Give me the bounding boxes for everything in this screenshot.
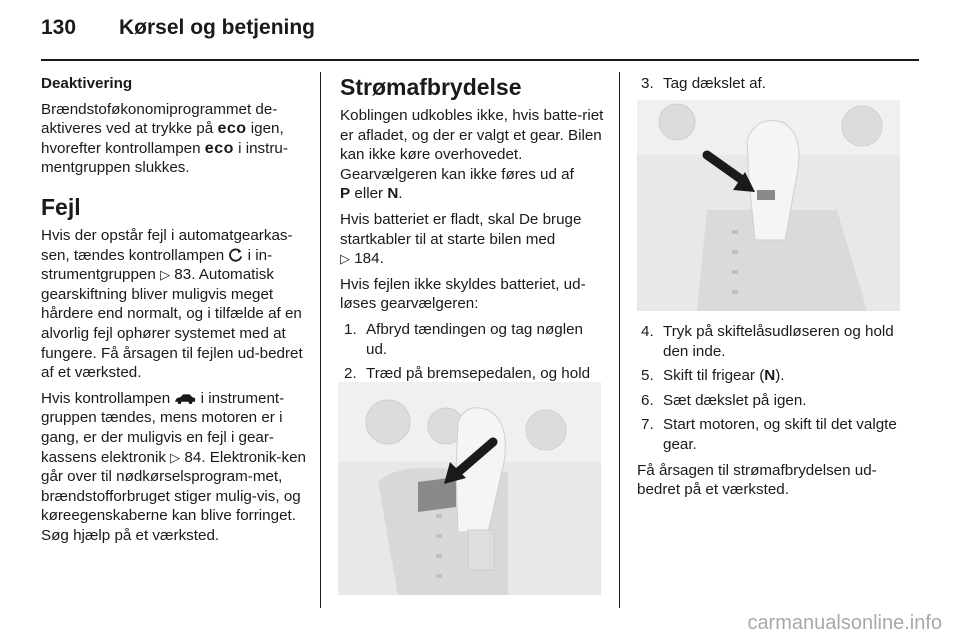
column-2: [340, 74, 605, 409]
step-number: 5.: [641, 367, 654, 385]
fault-paragraph-1: [41, 226, 307, 383]
fault-p1-a: Hvis der opstår fejl i automatgearkas-sen, tændes kontrollampen: [41, 226, 293, 264]
watermark: carmanualsonline.info: [747, 612, 942, 634]
column-1: [41, 74, 307, 551]
column-divider-1: [320, 72, 321, 608]
closing-paragraph: Få årsagen til strømafbrydelsen ud-bedret på et værksted.: [637, 461, 877, 499]
pf-p1-end: .: [398, 185, 403, 203]
step5-text-a: Skift til frigear (: [663, 367, 765, 385]
fault-p2-c: . Elektronik-ken går over til nødkørselsprogram-met, brændstofforbruget stiger mulig-vis, og køreegenskaberne kan blive forringet. Søg hjælp på et værksted.: [41, 448, 306, 544]
gear-lever-illustration: [338, 382, 601, 595]
pf-p2-end: .: [379, 250, 384, 268]
step-number: 7.: [641, 416, 654, 434]
power-failure-heading: Strømafbrydelse: [340, 74, 522, 100]
pf-p2-text: Hvis batteriet er fladt, skal De bruge startkabler til at starte bilen med: [340, 210, 582, 248]
list-item: [641, 322, 905, 361]
fault-p1-ref: 83: [174, 266, 192, 284]
list-item: [344, 320, 605, 359]
fault-p1-c: . Automatisk gearskiftning bliver muligvis meget hårdere end normalt, og i tilfælde af en alvorlig fejl ophører systemet med at fungere. Få årsagen til fejlen ud-bedret af et værksted.: [41, 266, 303, 382]
fault-p2-ref: 84: [184, 448, 202, 466]
gear-lever-figure-brake: [338, 382, 601, 595]
steps-list-col3-top: [637, 74, 905, 94]
eco-lamp-icon: eco: [204, 139, 234, 157]
step-text: Start motoren, og skift til det valgte gear.: [663, 416, 897, 453]
gear-lever-figure-cover: [637, 100, 900, 311]
transmission-fault-lamp-icon: [228, 248, 243, 263]
column-3: [637, 74, 905, 100]
power-failure-paragraph-3: Hvis fejlen ikke skyldes batteriet, ud-løses gearvælgeren:: [340, 275, 586, 313]
column-divider-2: [619, 72, 620, 608]
step5-text-b: ).: [775, 367, 785, 385]
gear-p-label: P: [340, 185, 351, 203]
list-item: [641, 415, 905, 454]
deact-text-a: Brændstoføkonomiprogrammet de-aktiveres ved at trykke på: [41, 100, 278, 138]
deactivation-text: [41, 100, 307, 178]
pf-p2-ref: 184: [354, 250, 380, 268]
step-number: 4.: [641, 323, 654, 340]
fault-p2-b: i instrument-gruppen tændes, mens motoren er i gang, er der muligvis en fejl i gear-kassens elektronik: [41, 389, 285, 466]
step-text: Tag dækslet af.: [663, 75, 766, 92]
page-number: 130: [41, 16, 77, 39]
fault-p1-b: i in-strumentgruppen: [41, 246, 273, 284]
fault-heading: Fejl: [41, 193, 81, 220]
list-item: [641, 74, 905, 94]
header-rule: [41, 59, 919, 61]
column-3-lower: [637, 322, 905, 506]
pf-p1-text: Koblingen udkobles ikke, hvis batte-riet er afladet, og der er valgt et gear. Bilen kan ikke køre overhovedet. Gearvælgeren kan ikke føres ud af: [340, 107, 604, 183]
power-failure-paragraph-1: [340, 106, 605, 204]
gear-n-label: N: [764, 367, 776, 385]
deact-text-b: igen, hvorefter kontrollampen: [41, 120, 284, 157]
step-text: Træd på bremsepedalen, og hold: [366, 365, 591, 383]
page-ref-icon: ▷: [340, 251, 350, 267]
step-number: 1.: [344, 320, 357, 338]
step-number: 3.: [641, 75, 654, 92]
deact-text-c: i instru-mentgruppen slukkes.: [41, 139, 288, 177]
chapter-title: Kørsel og betjening: [119, 16, 316, 39]
page-header: [41, 16, 921, 48]
steps-list-col3-bottom: [637, 322, 905, 455]
eco-button-icon: eco: [217, 120, 247, 138]
step-number: 2.: [344, 365, 357, 383]
page-ref-icon: ▷: [170, 449, 181, 465]
step-text: Afbryd tændingen og tag nøglen ud.: [366, 320, 583, 358]
step-text: Tryk på skiftelåsudløseren og hold den inde.: [663, 323, 894, 360]
step-number: 6.: [641, 391, 654, 409]
fault-p2-a: Hvis kontrollampen: [41, 389, 171, 407]
gear-n-label: N: [387, 185, 399, 203]
page-ref-icon: ▷: [160, 267, 171, 283]
list-item: [641, 366, 905, 386]
deactivation-heading: Deaktivering: [41, 75, 133, 92]
fault-paragraph-2: [41, 389, 307, 546]
pf-p1-or: eller: [354, 185, 384, 203]
step-text: Sæt dækslet på igen.: [663, 391, 807, 409]
list-item: [641, 391, 905, 411]
gear-lever-cover-illustration: [637, 100, 900, 311]
car-service-lamp-icon: [174, 393, 196, 405]
power-failure-paragraph-2: [340, 210, 605, 269]
